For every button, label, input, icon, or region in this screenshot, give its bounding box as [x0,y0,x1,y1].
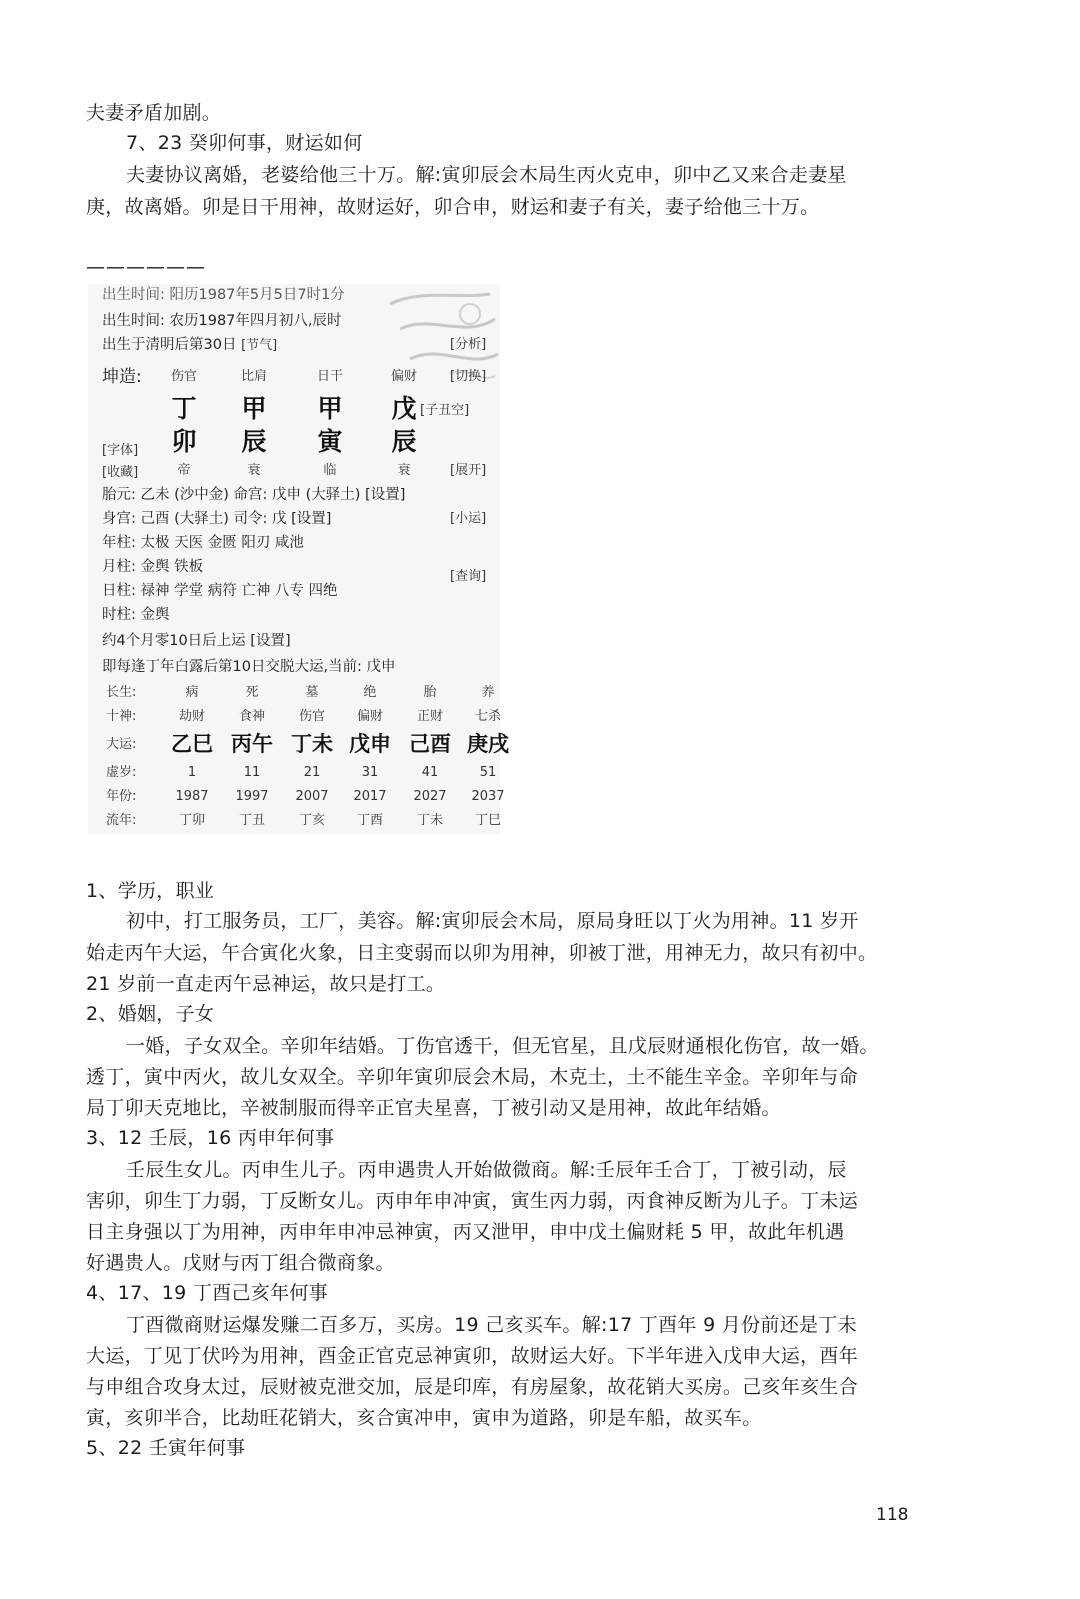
bazi-chart-screenshot [88,284,509,834]
changsheng-cell: 死 [245,685,259,700]
shangyun-line: 约4个月零10日后上运 [设置] [102,633,291,649]
xusui-cell: 21 [303,765,321,780]
row-label: 十神: [106,709,137,724]
xusui-cell: 11 [243,765,261,780]
heavenly-stem: 甲 [317,394,343,423]
year-cell: 2037 [471,789,505,804]
dayun-cell: 戊申 [349,732,391,756]
text-line: 始走丙午大运，午合寅化火象，日主变弱而以卯为用神，卯被丁泄，用神无力，故只有初中。 [86,942,878,964]
taiyuan-line: 胎元: 乙未 (沙中金) 命宫: 戊申 (大驿土) [设置] [102,487,406,503]
changsheng-cell: 绝 [363,685,377,700]
shishen-cell: 正财 [416,709,443,724]
earthly-branch: 辰 [391,427,417,456]
shishen-cell: 伤官 [298,709,325,724]
year-cell: 1987 [175,789,209,804]
liunian-cell: 丁丑 [238,813,265,828]
shishen-cell: 食神 [238,709,265,724]
life-state: 帝 [177,463,191,478]
dayun-cell: 己酉 [409,732,451,756]
row-label: 大运: [106,737,137,752]
liunian-cell: 丁亥 [298,813,325,828]
analyze-link[interactable]: [分析] [450,337,487,352]
section-heading: 4、17、19 丁酉己亥年何事 [86,1282,328,1304]
life-state: 临 [323,463,337,478]
section-heading: 3、12 壬辰，16 丙申年何事 [86,1127,335,1149]
text-line: 日主身强以丁为用神，丙申年申冲忌神寅，丙又泄甲，申中戊土偏财耗 5 甲，故此年机遇 [86,1221,845,1243]
text-line: 丁酉微商财运爆发赚二百多万，买房。19 己亥买车。解:17 丁酉年 9 月份前还是丁未 [126,1314,857,1336]
section-heading: 5、22 壬寅年何事 [86,1437,246,1459]
xusui-cell: 31 [361,765,379,780]
query-link[interactable]: [查询] [450,569,487,584]
question-heading: 7、23 癸卯何事，财运如何 [126,132,363,154]
ten-god: 日干 [316,369,343,384]
earthly-branch: 卯 [171,427,197,456]
text-line: 寅，亥卯半合，比劫旺花销大，亥合寅冲申，寅申为道路，卯是车船，故买车。 [86,1407,762,1429]
ten-god: 伤官 [170,369,197,384]
rizhu-line: 日柱: 禄神 学堂 病符 亡神 八专 四绝 [102,583,338,599]
xiaoyun-link[interactable]: [小运] [450,511,487,526]
text-line: 大运，丁见丁伏吟为用神，酉金正官克忌神寅卯，故财运大好。下半年进入戊申大运，酉年 [86,1345,859,1367]
ten-god: 比肩 [240,369,267,384]
shizhu-line: 时柱: 金舆 [102,607,170,623]
collect-link[interactable]: [收藏] [102,465,139,480]
row-label: 流年: [106,813,137,828]
heavenly-stem: 戊 [391,394,417,423]
text-line: 夫妻协议离婚，老婆给他三十万。解:寅卯辰会木局生丙火克申，卯中乙又来合走妻星 [126,164,847,186]
dayun-cell: 庚戌 [467,732,509,756]
year-cell: 2007 [295,789,329,804]
birth-solar: 出生时间: 阳历1987年5月5日7时1分 [102,287,345,303]
xusui-cell: 41 [421,765,439,780]
liunian-cell: 丁巳 [474,813,501,828]
liunian-cell: 丁未 [416,813,443,828]
text-line: 局丁卯天克地比，辛被制服而得辛正官夫星喜，丁被引动又是用神，故此年结婚。 [86,1097,781,1119]
font-link[interactable]: [字体] [102,443,139,458]
kong-tag: [子丑空] [420,403,470,418]
text-line: 夫妻矛盾加剧。 [86,102,222,124]
text-line: 21 岁前一直走丙午忌神运，故只是打工。 [86,973,446,995]
changsheng-cell: 墓 [305,685,319,700]
text-line: 壬辰生女儿。丙申生儿子。丙申遇贵人开始做微商。解:壬辰年壬合丁，丁被引动，辰 [126,1159,847,1181]
heavenly-stem: 丁 [171,394,197,423]
changsheng-cell: 养 [481,685,495,700]
jieqi-link[interactable]: [节气] [241,338,278,353]
liunian-cell: 丁卯 [178,813,205,828]
text-line: 好遇贵人。戊财与丙丁组合微商象。 [86,1252,395,1274]
heavenly-stem: 甲 [241,394,267,423]
text-line: 初中，打工服务员，工厂，美容。解:寅卯辰会木局，原局身旺以丁火为用神。11 岁开 [126,910,859,932]
earthly-branch: 辰 [241,427,267,456]
switch-link[interactable]: [切换] [450,369,487,384]
dayun-cell: 乙巳 [171,732,213,756]
nianzhu-line: 年柱: 太极 天医 金匮 阳刃 咸池 [102,535,304,551]
shishen-cell: 劫财 [178,709,205,724]
year-cell: 1997 [235,789,269,804]
xusui-cell: 1 [187,765,197,780]
changsheng-cell: 胎 [423,685,437,700]
liunian-cell: 丁酉 [356,813,383,828]
shishen-cell: 偏财 [356,709,383,724]
birth-lunar: 出生时间: 农历1987年四月初八,辰时 [102,313,342,329]
xusui-cell: 51 [479,765,497,780]
text-line: 一婚，子女双全。辛卯年结婚。丁伤官透干，但无官星，且戊辰财通根化伤官，故一婚。 [126,1035,879,1057]
row-label: 虚岁: [106,765,137,780]
year-cell: 2027 [413,789,447,804]
page-number: 118 [876,1505,909,1525]
life-state: 衰 [247,463,261,478]
kunzao-label: 坤造: [102,367,142,387]
text-line: 透丁，寅中丙火，故儿女双全。辛卯年寅卯辰会木局，木克土，土不能生辛金。辛卯年与命 [86,1066,859,1088]
life-state: 衰 [397,463,411,478]
text-line: 与申组合攻身太过，辰财被克泄交加，辰是印库，有房屋象，故花销大买房。己亥年亥生合 [86,1376,859,1398]
section-heading: 1、学历，职业 [86,880,215,902]
qingming-info: 出生于清明后第30日 [节气] [102,337,278,353]
jiaoyun-line: 即每逢丁年白露后第10日交脱大运,当前: 戊申 [102,659,396,675]
shishen-cell: 七杀 [474,709,501,724]
yuezhu-line: 月柱: 金舆 铁板 [102,559,204,575]
ten-god: 偏财 [390,369,417,384]
year-cell: 2017 [353,789,387,804]
changsheng-cell: 病 [185,685,199,700]
dayun-cell: 丙午 [231,732,273,756]
section-divider: —————— [86,256,206,278]
dayun-cell: 丁未 [291,732,333,756]
row-label: 年份: [106,789,137,804]
text-line: 害卯，卯生丁力弱，丁反断女儿。丙申年申冲寅，寅生丙力弱，丙食神反断为儿子。丁未运 [86,1190,859,1212]
row-label: 长生: [106,685,137,700]
shengong-line: 身宫: 己酉 (大驿土) 司令: 戊 [设置] [102,511,332,527]
earthly-branch: 寅 [317,427,343,456]
section-heading: 2、婚姻，子女 [86,1003,215,1025]
text-line: 庚，故离婚。卯是日干用神，故财运好，卯合申，财运和妻子有关，妻子给他三十万。 [86,196,820,218]
expand-link[interactable]: [展开] [450,463,487,478]
